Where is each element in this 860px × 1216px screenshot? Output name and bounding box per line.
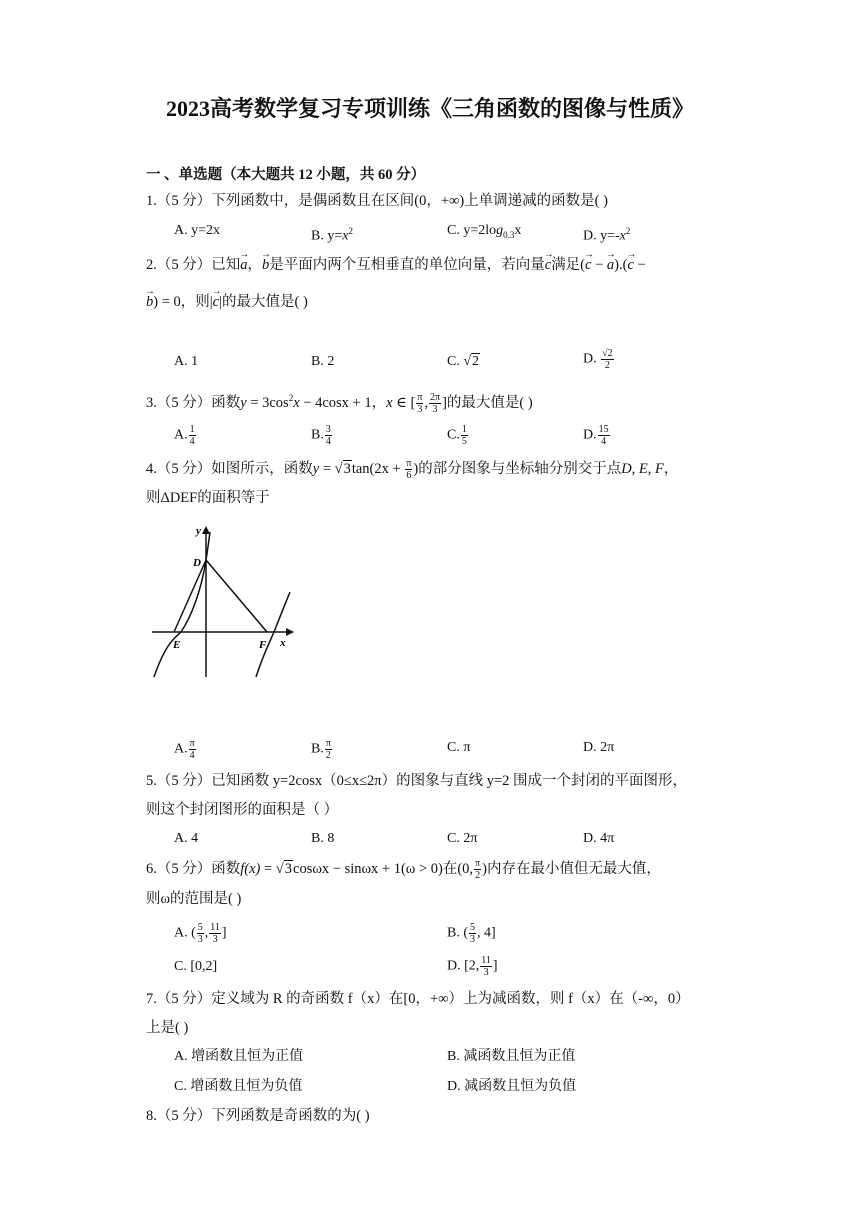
q2-option-b: B. 2 xyxy=(311,354,335,369)
q1-option-a: A. y=2x xyxy=(174,223,221,238)
q2-option-c: C. √2 xyxy=(447,354,480,369)
tangent-graph-figure xyxy=(146,522,296,682)
q5-option-a: A. 4 xyxy=(174,831,199,846)
section-heading: 一 、单选题（本大题共 12 小题，共 60 分） xyxy=(146,167,426,183)
q4-option-c: C. π xyxy=(447,740,471,755)
q3-option-d: D. $\frac{15}{4}$ xyxy=(583,424,609,447)
q7-option-d: D. 减函数且恒为负值 xyxy=(447,1079,577,1094)
vector-c: → c xyxy=(213,292,219,312)
fig-label-x: x xyxy=(280,637,286,649)
q4-option-b: B. $\frac{\pi}{2}$ xyxy=(311,738,331,761)
q6-option-c: C. [0,2] xyxy=(174,959,218,974)
q2-option-a: A. 1 xyxy=(174,354,199,369)
q7-option-a: A. 增函数且恒为正值 xyxy=(174,1049,304,1064)
vector-b: → b xyxy=(146,292,153,312)
vector-a: → a xyxy=(607,255,614,275)
question-8-stem: 8.（5 分）下列函数是奇函数的为( ) xyxy=(146,1108,370,1124)
q3-option-c: C. $\frac{1}{5}$ xyxy=(447,424,467,447)
vector-c: → c xyxy=(545,255,551,275)
question-6-stem-line1: 6.（5 分）函数f(x) = √3cosωx − sinωx + 1(ω > 0)在(0, $\frac{\pi}{2}$ )内存在最小值但无最大值， xyxy=(146,858,661,881)
q5-option-b: B. 8 xyxy=(311,831,335,846)
q2-option-d: D. $\frac{√2}{2}$ xyxy=(583,348,613,371)
question-3-stem: 3.（5 分）函数$y = 3\cos^2x - 4\cos x + 1$，x ∈ [ $\frac{\pi}{3}$ , $\frac{2\pi}{3}$ ]的最大值是( ) xyxy=(146,392,533,415)
triangle-side-df xyxy=(206,560,267,632)
question-6-stem-line2: 则ω的范围是( ) xyxy=(146,891,242,907)
q1-option-d: D. $y=-x^2$ xyxy=(583,226,631,244)
tangent-branch-right xyxy=(256,592,290,677)
tangent-branch-left xyxy=(154,532,210,677)
question-7-stem-line2: 上是( ) xyxy=(146,1020,189,1036)
q6-option-b: B. ( $\frac{5}{3}$ , 4] xyxy=(447,922,496,945)
fig-label-d: D xyxy=(193,557,201,569)
q1-option-b: B. $y=x^2$ xyxy=(311,226,353,244)
question-7-stem-line1: 7.（5 分）定义域为 R 的奇函数 f（x）在[0，+∞）上为减函数，则 f（x）在（-∞，0） xyxy=(146,991,690,1007)
y-axis-arrow xyxy=(202,526,210,534)
question-2-stem-line1: 2.（5 分）已知→ a，→ b是平面内两个互相垂直的单位向量，若向量→ c满足(→ c − → a).(→ c − xyxy=(146,255,646,275)
q4-option-d: D. 2π xyxy=(583,740,615,755)
question-4-stem-line2: 则ΔDEF的面积等于 xyxy=(146,490,270,506)
q1-option-c: C. $y=2\log_{0.3}x$ xyxy=(447,223,522,240)
fig-label-y: y xyxy=(196,525,201,537)
q7-option-c: C. 增函数且恒为负值 xyxy=(174,1079,303,1094)
document-title: 2023高考数学复习专项训练《三角函数的图像与性质》 xyxy=(165,96,694,121)
vector-c: → c xyxy=(627,255,633,275)
q3-option-a: A. $\frac{1}{4}$ xyxy=(174,424,195,447)
vector-a: → a xyxy=(240,255,247,275)
q6-option-d: D. [2, $\frac{11}{3}$ ] xyxy=(447,955,498,978)
q3-option-b: B. $\frac{3}{4}$ xyxy=(311,424,331,447)
vector-c: → c xyxy=(585,255,591,275)
vector-b: → b xyxy=(262,255,269,275)
fig-label-e: E xyxy=(173,639,181,651)
question-1-stem: 1.（5 分）下列函数中，是偶函数且在区间(0，+∞)上单调递减的函数是( ) xyxy=(146,193,608,209)
q5-option-d: D. 4π xyxy=(583,831,615,846)
question-4-stem-line1: 4.（5 分）如图所示，函数y = √3tan(2x + $\frac{\pi}{6}$ )的部分图象与坐标轴分别交于点D, E, F， xyxy=(146,458,679,481)
question-2-stem-line2: → b) = 0，则|→ c|的最大值是( ) xyxy=(146,292,308,312)
question-5-stem-line2: 则这个封闭图形的面积是（ ） xyxy=(146,802,339,818)
q7-option-b: B. 减函数且恒为正值 xyxy=(447,1049,576,1064)
question-5-stem-line1: 5.（5 分）已知函数 y=2cosx（0≤x≤2π）的图象与直线 y=2 围成一个封闭的平面图形， xyxy=(146,773,688,789)
triangle-side-de xyxy=(174,560,206,632)
q6-option-a: A. ( $\frac{5}{3}$ , $\frac{11}{3}$ ] xyxy=(174,922,227,945)
fig-label-f: F xyxy=(259,639,267,651)
q4-option-a: A. $\frac{\pi}{4}$ xyxy=(174,738,195,761)
x-axis-arrow xyxy=(286,628,294,636)
q5-option-c: C. 2π xyxy=(447,831,478,846)
